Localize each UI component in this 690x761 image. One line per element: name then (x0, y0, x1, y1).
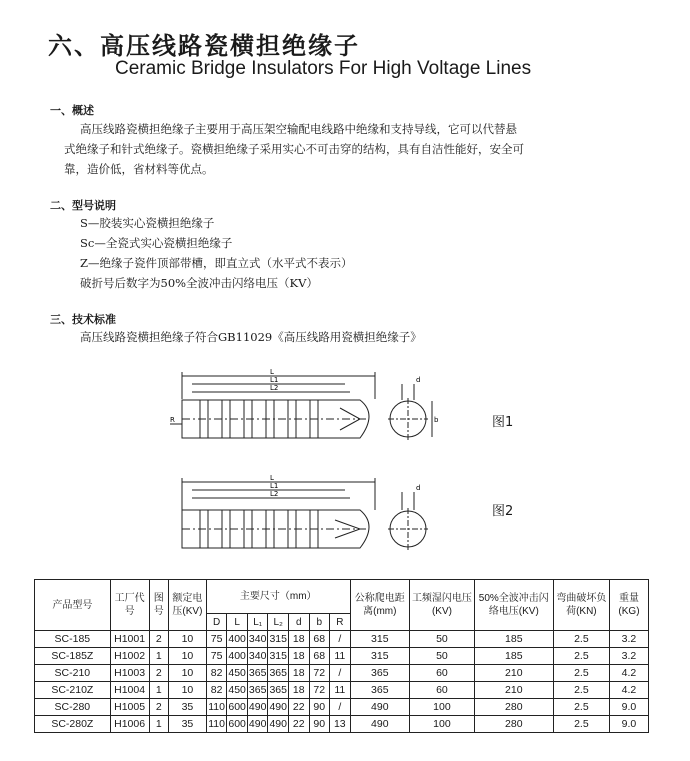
dim-col-L2: L₂ (268, 614, 289, 631)
table-row (35, 716, 649, 733)
table-cell: 11 (330, 648, 351, 665)
table-cell: 365 (350, 665, 409, 682)
header-power-freq: 工频湿闪电压(KV) (410, 580, 475, 631)
table-cell: 185 (474, 648, 553, 665)
table-cell: 10 (169, 665, 207, 682)
table-cell: 110 (206, 699, 227, 716)
table-cell: 365 (247, 665, 268, 682)
table-cell: 50 (410, 648, 475, 665)
fig1-dim-L: L (270, 368, 274, 376)
model-line-2: Sc—全瓷式实心瓷横担绝缘子 (80, 236, 233, 250)
table-cell: H1004 (110, 682, 149, 699)
figure-2-drawing (170, 470, 440, 560)
table-cell: SC-280Z (35, 716, 111, 733)
table-cell: 340 (247, 631, 268, 648)
table-cell: 315 (268, 648, 289, 665)
table-cell: 35 (169, 716, 207, 733)
table-cell: 365 (268, 665, 289, 682)
table-cell: 490 (268, 716, 289, 733)
dim-col-R: R (330, 614, 351, 631)
model-line-4: 破折号后数字为50%全波冲击闪络电压（KV） (80, 276, 318, 290)
table-cell: 2.5 (553, 699, 609, 716)
table-cell: 50 (410, 631, 475, 648)
page-title: 六、高压线路瓷横担绝缘子 (48, 32, 360, 60)
table-cell: 365 (247, 682, 268, 699)
dim-col-L1: L₁ (247, 614, 268, 631)
table-cell: 315 (268, 631, 289, 648)
model-line-1: S—胶装实心瓷横担绝缘子 (80, 216, 215, 230)
table-cell: 82 (206, 682, 227, 699)
table-row (35, 699, 649, 716)
header-model: 产品型号 (35, 580, 111, 631)
table-cell: 490 (268, 699, 289, 716)
table-cell: 9.0 (609, 699, 648, 716)
fig1-dim-L2: L2 (270, 384, 279, 392)
table-cell: 2.5 (553, 665, 609, 682)
table-cell: 1 (149, 716, 168, 733)
table-cell: 72 (309, 665, 330, 682)
table-cell: 90 (309, 716, 330, 733)
table-cell: 365 (350, 682, 409, 699)
table-cell: 11 (330, 682, 351, 699)
table-cell: H1001 (110, 631, 149, 648)
table-cell: 60 (410, 682, 475, 699)
table-row (35, 648, 649, 665)
table-cell: 10 (169, 631, 207, 648)
table-row (35, 682, 649, 699)
table-row (35, 631, 649, 648)
table-cell: 75 (206, 631, 227, 648)
table-cell: 2.5 (553, 648, 609, 665)
fig1-dim-R: R (170, 416, 175, 424)
table-cell: 2 (149, 699, 168, 716)
table-cell: 100 (410, 699, 475, 716)
table-cell: 210 (474, 665, 553, 682)
table-cell: 2 (149, 665, 168, 682)
table-cell: 450 (227, 682, 248, 699)
table-cell: H1006 (110, 716, 149, 733)
table-cell: SC-210 (35, 665, 111, 682)
table-cell: 490 (247, 716, 268, 733)
table-cell: SC-185Z (35, 648, 111, 665)
table-cell: 3.2 (609, 631, 648, 648)
table-cell: / (330, 665, 351, 682)
table-cell: / (330, 631, 351, 648)
fig2-dim-L: L (270, 474, 274, 482)
table-cell: 490 (350, 699, 409, 716)
table-cell: H1002 (110, 648, 149, 665)
fig1-dim-d: d (416, 376, 421, 384)
table-cell: 82 (206, 665, 227, 682)
header-bending: 弯曲破坏负荷(KN) (553, 580, 609, 631)
table-cell: 18 (288, 631, 309, 648)
table-cell: 22 (288, 699, 309, 716)
table-cell: 110 (206, 716, 227, 733)
table-cell: 90 (309, 699, 330, 716)
table-cell: 280 (474, 699, 553, 716)
table-cell: 315 (350, 631, 409, 648)
table-cell: 280 (474, 716, 553, 733)
model-line-3: Z—绝缘子瓷件顶部带槽，即直立式（水平式不表示） (80, 256, 353, 270)
table-cell: 1 (149, 648, 168, 665)
table-cell: 600 (227, 716, 248, 733)
table-cell: 10 (169, 682, 207, 699)
overview-line-3: 靠，造价低，省材料等优点。 (64, 162, 214, 176)
table-cell: H1005 (110, 699, 149, 716)
table-cell: SC-185 (35, 631, 111, 648)
figure-1-label: 图1 (492, 415, 514, 430)
fig2-dim-L1: L1 (270, 482, 279, 490)
table-cell: 210 (474, 682, 553, 699)
table-cell: 490 (350, 716, 409, 733)
table-cell: 2.5 (553, 716, 609, 733)
section-heading-overview: 一、概述 (50, 104, 94, 117)
table-cell: 1 (149, 682, 168, 699)
standard-line-1: 高压线路瓷横担绝缘子符合GB11029《高压线路用瓷横担绝缘子》 (80, 330, 422, 344)
table-cell: 340 (247, 648, 268, 665)
table-cell: 490 (247, 699, 268, 716)
dim-col-b: b (309, 614, 330, 631)
header-rated-voltage: 额定电压(KV) (169, 580, 207, 631)
table-cell: 35 (169, 699, 207, 716)
table-row (35, 665, 649, 682)
table-cell: 2 (149, 631, 168, 648)
section-heading-model: 二、型号说明 (50, 199, 116, 212)
fig1-dim-L1: L1 (270, 376, 279, 384)
table-cell: 18 (288, 648, 309, 665)
overview-line-1: 高压线路瓷横担绝缘子主要用于高压架空输配电线路中绝缘和支持导线，它可以代替悬 (80, 122, 517, 136)
dim-col-d: d (288, 614, 309, 631)
fig1-dim-b: b (434, 416, 439, 424)
dim-col-D: D (206, 614, 227, 631)
table-cell: 400 (227, 648, 248, 665)
table-cell: 2.5 (553, 682, 609, 699)
header-factory-code: 工厂代号 (110, 580, 149, 631)
section-heading-standard: 三、技术标准 (50, 313, 116, 326)
table-cell: 365 (268, 682, 289, 699)
header-creepage: 公称爬电距离(mm) (350, 580, 409, 631)
table-cell: 13 (330, 716, 351, 733)
table-cell: 4.2 (609, 682, 648, 699)
table-cell: 315 (350, 648, 409, 665)
table-cell: / (330, 699, 351, 716)
table-cell: 72 (309, 682, 330, 699)
spec-table (34, 579, 649, 733)
table-cell: 18 (288, 665, 309, 682)
page-subtitle: Ceramic Bridge Insulators For High Voltage Lines (115, 58, 532, 79)
table-cell: 18 (288, 682, 309, 699)
table-cell: 68 (309, 631, 330, 648)
figure-1-drawing (170, 364, 440, 459)
table-cell: 3.2 (609, 648, 648, 665)
table-cell: 10 (169, 648, 207, 665)
header-figure-no: 图号 (149, 580, 168, 631)
table-cell: 4.2 (609, 665, 648, 682)
header-weight: 重量(KG) (609, 580, 648, 631)
table-cell: 68 (309, 648, 330, 665)
table-cell: 100 (410, 716, 475, 733)
table-cell: 2.5 (553, 631, 609, 648)
table-cell: 75 (206, 648, 227, 665)
table-cell: 60 (410, 665, 475, 682)
dim-col-L: L (227, 614, 248, 631)
table-cell: SC-280 (35, 699, 111, 716)
header-impulse: 50%全波冲击闪络电压(KV) (474, 580, 553, 631)
figure-2-label: 图2 (492, 504, 514, 519)
overview-line-2: 式绝缘子和针式绝缘子。瓷横担绝缘子采用实心不可击穿的结构，具有自洁性能好，安全可 (64, 142, 524, 156)
table-cell: 600 (227, 699, 248, 716)
fig2-dim-L2: L2 (270, 490, 279, 498)
fig2-dim-d: d (416, 484, 421, 492)
table-cell: 185 (474, 631, 553, 648)
table-cell: 450 (227, 665, 248, 682)
table-cell: 9.0 (609, 716, 648, 733)
table-cell: 400 (227, 631, 248, 648)
table-cell: H1003 (110, 665, 149, 682)
table-cell: SC-210Z (35, 682, 111, 699)
table-cell: 22 (288, 716, 309, 733)
header-main-dims: 主要尺寸（mm） (206, 580, 350, 614)
